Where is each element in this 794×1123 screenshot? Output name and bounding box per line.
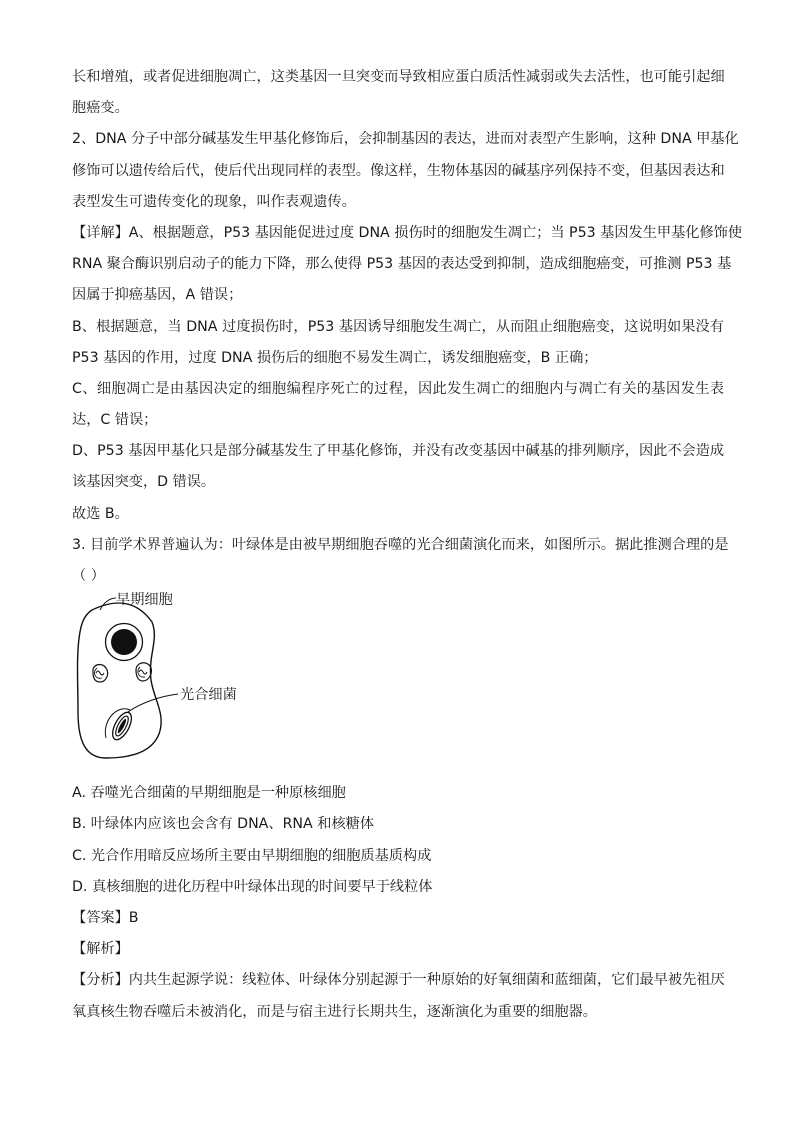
text-line: 【详解】A、根据题意，P53 基因能促进过度 DNA 损伤时的细胞发生凋亡；当 P53 基因发生甲基化修饰使	[72, 224, 743, 241]
answer-line: 【答案】B	[72, 909, 139, 926]
bacterium-pointer	[128, 694, 178, 712]
text-line: 故选 B。	[72, 505, 129, 522]
text-line: 该基因突变，D 错误。	[72, 474, 216, 491]
bacterium-icon	[105, 709, 135, 743]
text-line: 因属于抑癌基因，A 错误；	[72, 287, 243, 304]
text-line: RNA 聚合酶识别启动子的能力下降，那么使得 P53 基因的表达受到抑制，造成细胞癌变，可推测 P53 基	[72, 256, 732, 273]
text-line: P53 基因的作用，过度 DNA 损伤后的细胞不易发生凋亡，诱发细胞癌变，B 正确；	[72, 349, 598, 366]
document-page	[72, 62, 743, 1028]
text-line: 修饰可以遗传给后代，使后代出现同样的表型。像这样，生物体基因的碱基序列保持不变，但基因表达和	[72, 162, 725, 179]
text-line: B、根据题意，当 DNA 过度损伤时，P53 基因诱导细胞发生凋亡，从而阻止细胞癌变，这说明如果没有	[72, 318, 724, 335]
text-line: 表型发生可遗传变化的现象，叫作表观遗传。	[72, 193, 356, 210]
cell-diagram	[72, 592, 272, 778]
text-line: 2、DNA 分子中部分碱基发生甲基化修饰后，会抑制基因的表达，进而对表型产生影响，这种 DNA 甲基化	[72, 131, 739, 148]
text-line: C、细胞凋亡是由基因决定的细胞编程序死亡的过程，因此发生凋亡的细胞内与凋亡有关的基因发生表	[72, 380, 724, 397]
bacterium-label: 光合细菌	[180, 687, 237, 704]
analysis-line: 氧真核生物吞噬后未被消化，而是与宿主进行长期共生，逐渐演化为重要的细胞器。	[72, 1003, 597, 1020]
endosymbiosis-figure	[72, 592, 724, 778]
text-line: 达，C 错误；	[72, 412, 158, 429]
question-3-stem: 3. 目前学术界普遍认为：叶绿体是由被早期细胞吞噬的光合细菌演化而来，如图所示。据此推测合理的是	[72, 536, 729, 553]
text-line: 胞癌变。	[72, 100, 129, 117]
mitochondrion-icon-left	[93, 665, 108, 682]
text-line: 长和增殖，或者促进细胞凋亡，这类基因一旦突变而导致相应蛋白质活性减弱或失去活性，也可能引起细	[72, 69, 725, 85]
analysis-line: 【分析】内共生起源学说：线粒体、叶绿体分别起源于一种原始的好氧细菌和蓝细菌，它们最早被先祖厌	[72, 972, 725, 989]
analysis-heading: 【解析】	[72, 941, 129, 958]
question-3-blank: （ ）	[72, 568, 105, 584]
option-b: B. 叶绿体内应该也会含有 DNA、RNA 和核糖体	[72, 816, 375, 833]
mitochondrion-icon-right	[136, 663, 151, 681]
option-c: C. 光合作用暗反应场所主要由早期细胞的细胞质基质构成	[72, 847, 432, 864]
option-d: D. 真核细胞的进化历程中叶绿体出现的时间要早于线粒体	[72, 878, 433, 895]
option-a: A. 吞噬光合细菌的早期细胞是一种原核细胞	[72, 785, 346, 802]
text-line: D、P53 基因甲基化只是部分碱基发生了甲基化修饰，并没有改变基因中碱基的排列顺序，因此不会造成	[72, 443, 725, 460]
early-cell-label: 早期细胞	[116, 592, 173, 609]
